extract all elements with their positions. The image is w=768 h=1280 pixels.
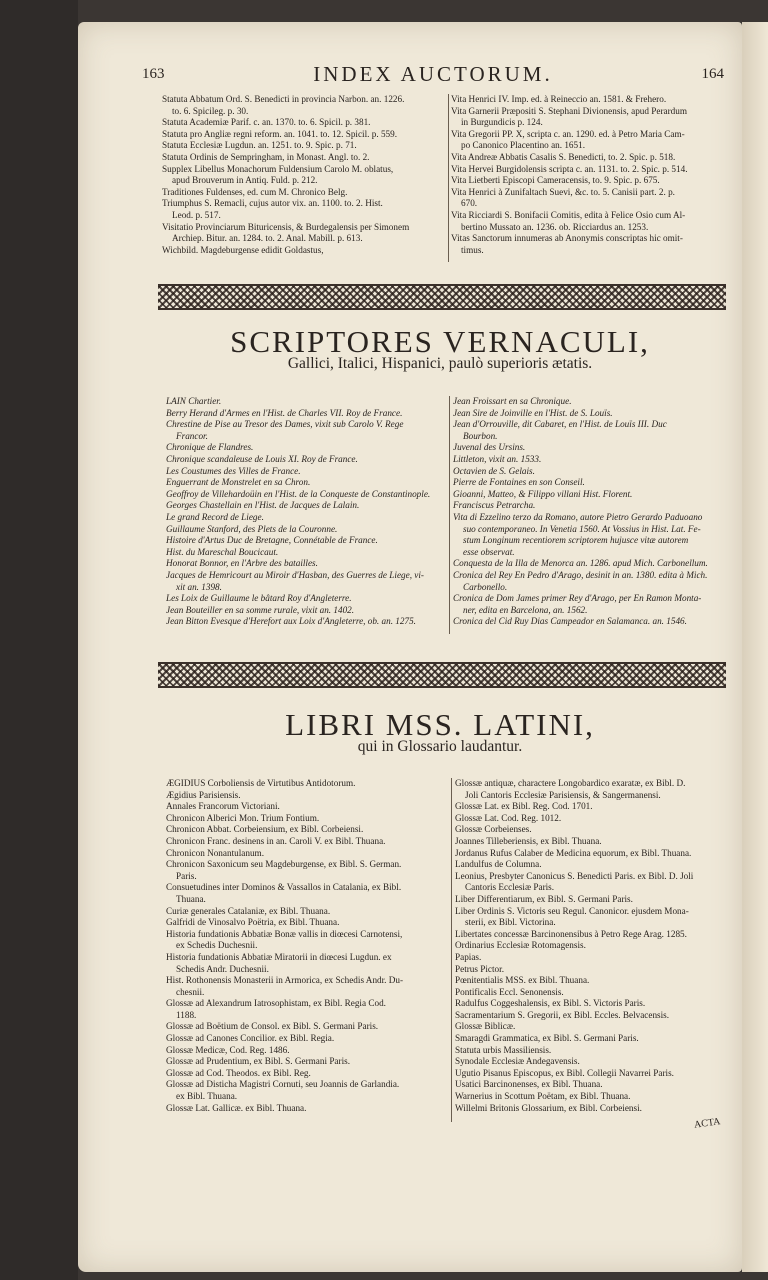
entry-line: stum Longinum recentiorem scriptorem hujusce vitæ autorem — [463, 535, 689, 546]
entry-line: Glossæ ad Canones Concilior. ex Bibl. Regia. — [166, 1033, 335, 1044]
entry-line: Carbonello. — [463, 581, 508, 592]
entry-line: Vita Hervei Burgidolensis scripta c. an. 1131. to. 2. Spic. p. 514. — [451, 163, 688, 174]
section-title: SCRIPTORES VERNACULI, — [230, 324, 650, 359]
entry-line: Joannes Tilleberiensis, ex Bibl. Thuana. — [455, 835, 602, 846]
entry-line: Glossæ Lat. ex Bibl. Reg. Cod. 1701. — [455, 801, 593, 812]
entry-line: Smaragdi Grammatica, ex Bibl. S. Germani Paris. — [455, 1033, 639, 1044]
entry-line: Galfridi de Vinosalvo Poëtria, ex Bibl. Thuana. — [166, 917, 340, 928]
entry-line: Guillaume Stanford, des Plets de la Couronne. — [166, 523, 338, 534]
entry-line: Glossæ Biblicæ. — [455, 1021, 516, 1032]
entry-line: Statuta Academiæ Parif. c. an. 1370. to. 6. Spicil. p. 381. — [162, 117, 371, 128]
entry-line: Jordanus Rufus Calaber de Medicina equorum, ex Bibl. Thuana. — [455, 847, 692, 858]
entry-line: Chrestine de Pise au Tresor des Dames, vixit sub Carolo V. Rege — [166, 419, 404, 430]
entry-line: Chronicon Saxonicum seu Magdeburgense, ex Bibl. S. German. — [166, 859, 402, 870]
entry-line: ÆGIDIUS Corboliensis de Virtutibus Antidotorum. — [166, 778, 356, 788]
entry-line: ex Schedis Duchesnii. — [176, 940, 258, 951]
entry-line: Jean Sire de Joinville en l'Hist. de S. Louïs. — [453, 407, 613, 418]
entry-line: Geoffroy de Villehardoüin en l'Hist. de la Conqueste de Constantinople. — [166, 488, 431, 499]
entry-line: Pœnitentialis MSS. ex Bibl. Thuana. — [455, 975, 590, 986]
entry-line: bertino Mussato an. 1236. ob. Ricciardus an. 1253. — [461, 221, 649, 232]
entry-line: Glossæ ad Cod. Theodos. ex Bibl. Reg. — [166, 1067, 311, 1078]
entry-line: Ægidius Parisiensis. — [166, 789, 241, 800]
entry-line: suo contemporaneo. In Venetia 1560. At Vossius in Hist. Lat. Fe- — [463, 523, 701, 534]
entry-line: Franciscus Petrarcha. — [453, 500, 536, 511]
entry-line: Histoire d'Artus Duc de Bretagne, Connétable de France. — [166, 535, 378, 546]
entry-line: Glossæ ad Alexandrum Iatrosophistam, ex Bibl. Regia Cod. — [166, 998, 386, 1009]
entry-line: Consuetudines inter Dominos & Vassallos in Catalania, ex Bibl. — [166, 882, 402, 893]
entry-line: Vita Henrici à Zunifaltach Suevi, &c. to. 5. Canisii part. 2. p. — [451, 186, 675, 197]
entry-line: Joli Cantoris Ecclesiæ Parisiensis, & Sangermanensi. — [465, 789, 661, 800]
entry-line: Statuta pro Angliæ regni reform. an. 1041. to. 12. Spicil. p. 559. — [162, 128, 398, 139]
entry-line: Historia fundationis Abbatiæ Bonæ vallis in diœcesi Carnotensi, — [166, 928, 403, 939]
entry-line: Radulfus Coggeshalensis, ex Bibl. S. Victoris Paris. — [455, 998, 646, 1009]
entry-line: 1188. — [176, 1009, 197, 1020]
entry-line: Cronica del Rey En Pedro d'Arago, desinit in an. 1380. edita à Mich. — [453, 569, 708, 580]
entry-line: Paris. — [176, 870, 197, 881]
entry-line: Hist. du Mareschal Boucicaut. — [166, 546, 279, 557]
entry-line: Georges Chastellain en l'Hist. de Jacques de Lalain. — [166, 500, 360, 511]
entry-line: Chronicon Alberici Mon. Trium Fontium. — [166, 812, 320, 823]
column-divider — [451, 778, 452, 1122]
entry-line: Octavien de S. Gelais. — [453, 465, 535, 476]
entry-line: Supplex Libellus Monachorum Fuldensium Carolo M. oblatus, — [162, 163, 394, 174]
catchword: ACTA — [693, 1116, 722, 1131]
entry-line: Glossæ ad Boëtium de Consol. ex Bibl. S. Germani Paris. — [166, 1021, 379, 1032]
entry-line: Jean Froissart en sa Chronique. — [453, 396, 572, 406]
entry-line: xit an. 1398. — [176, 581, 222, 592]
running-header — [142, 62, 724, 86]
section-subtitle: qui in Glossario laudantur. — [357, 738, 523, 755]
entry-line: Jean Bouteiller en sa somme rurale, vixit an. 1402. — [166, 604, 355, 615]
entry-line: Chronicon Abbat. Corbeiensium, ex Bibl. Corbeiensi. — [166, 824, 364, 835]
entry-line: Leod. p. 517. — [172, 209, 221, 220]
entry-line: ner, edita en Barcelona, an. 1562. — [463, 604, 588, 615]
entry-line: Landulfus de Columna. — [455, 859, 542, 870]
entry-line: Glossæ Corbeienses. — [455, 824, 532, 835]
background-strip — [0, 0, 78, 1280]
entry-line: Traditiones Fuldenses, ed. cum M. Chronico Belg. — [162, 186, 348, 197]
top-right-column — [451, 94, 726, 256]
entry-line: Honorat Bonnor, en l'Arbre des batailles. — [166, 558, 318, 569]
entry-line: Warnerius in Scottum Poëtam, ex Bibl. Thuana. — [455, 1091, 631, 1102]
entry-line: Hist. Rothonensis Monasterii in Armorica, ex Schedis Andr. Du- — [166, 975, 404, 986]
entry-line: Statuta Ecclesiæ Lugdun. an. 1251. to. 9. Spic. p. 71. — [162, 140, 357, 151]
entry-line: sterii, ex Bibl. Victorina. — [465, 917, 556, 928]
entry-line: Thuana. — [176, 893, 206, 904]
entry-line: Vitas Sanctorum innumeras ab Anonymis conscriptas hic omit- — [451, 233, 683, 244]
entry-line: Enguerrant de Monstrelet en sa Chron. — [166, 477, 311, 488]
column-divider — [448, 94, 449, 262]
running-title: INDEX AUCTORUM. — [313, 62, 553, 86]
entry-line: Chronicon Franc. desinens in an. Caroli V. ex Bibl. Thuana. — [166, 835, 386, 846]
entry-line: Liber Differentiarum, ex Bibl. S. Germani Paris. — [455, 893, 633, 904]
entry-line: Chronique de Flandres. — [166, 442, 254, 453]
entry-line: Willelmi Britonis Glossarium, ex Bibl. Corbeiensi. — [455, 1102, 642, 1113]
entry-line: Cronica de Dom James primer Rey d'Arago, per En Ramon Monta- — [453, 593, 702, 604]
entry-line: apud Brouverum in Antiq. Fuld. p. 212. — [172, 175, 318, 186]
entry-line: Liber Ordinis S. Victoris seu Regul. Canonicor. ejusdem Mona- — [455, 905, 689, 916]
vernaculi-left-column — [166, 396, 446, 628]
entry-line: Vita Ricciardi S. Bonifacii Comitis, edita à Felice Osio cum Al- — [451, 209, 686, 220]
vernaculi-right-column — [453, 396, 725, 628]
facing-page-edge — [742, 22, 768, 1272]
ornament-band — [158, 662, 726, 688]
entry-line: Glossæ ad Disticha Magistri Cornuti, seu Joannis de Garlandia. — [166, 1079, 400, 1090]
entry-line: Annales Francorum Victoriani. — [166, 801, 280, 812]
entry-line: Conquesta de la Illa de Menorca an. 1286. apud Mich. Carbonellum. — [453, 558, 708, 569]
entry-line: Berry Herand d'Armes en l'Hist. de Charles VII. Roy de France. — [166, 407, 403, 418]
column-divider — [449, 396, 450, 634]
entry-line: Glossæ ad Prudentium, ex Bibl. S. Germani Paris. — [166, 1056, 350, 1067]
entry-line: Leonius, Presbyter Canonicus S. Benedicti Paris. ex Bibl. D. Joli — [455, 870, 694, 881]
entry-line: Vita Garnerii Præpositi S. Stephani Divionensis, apud Perardum — [451, 105, 687, 116]
entry-line: Vita di Ezzelino terzo da Romano, autore Pietro Gerardo Paduoano — [453, 511, 703, 522]
entry-line: Juvenal des Ursins. — [453, 442, 526, 453]
entry-line: Vita Henrici IV. Imp. ed. à Reineccio an. 1581. & Frehero. — [451, 94, 667, 104]
entry-line: Chronique scandaleuse de Louis XI. Roy de France. — [166, 453, 358, 464]
entry-line: Usatici Barcinonenses, ex Bibl. Thuana. — [455, 1079, 603, 1090]
mss-left-column — [166, 778, 448, 1114]
entry-line: 670. — [461, 198, 478, 209]
entry-line: Wichbild. Magdeburgense edidit Goldastus, — [162, 244, 324, 255]
entry-line: Triumphus S. Remacli, cujus autor vix. an. 1100. to. 2. Hist. — [162, 198, 383, 209]
entry-line: Bourbon. — [463, 430, 498, 441]
entry-line: Sacramentarium S. Gregorii, ex Bibl. Eccles. Belvacensis. — [455, 1009, 670, 1020]
entry-line: Chronicon Nonantulanum. — [166, 847, 264, 858]
entry-line: Statuta urbis Massiliensis. — [455, 1044, 552, 1055]
entry-line: esse observat. — [463, 546, 515, 557]
section-title: LIBRI MSS. LATINI, — [285, 707, 595, 742]
ornament-band — [158, 284, 726, 310]
entry-line: po Canonico Placentino an. 1651. — [461, 140, 586, 151]
entry-line: Archiep. Bitur. an. 1284. to. 2. Anal. Mabill. p. 613. — [172, 233, 363, 244]
entry-line: in Burgundicis p. 124. — [461, 117, 543, 128]
entry-line: Schedis Andr. Duchesnii. — [176, 963, 269, 974]
entry-line: Les Loix de Guillaume le bâtard Roy d'Angleterre. — [166, 593, 352, 604]
entry-line: Historia fundationis Abbatiæ Miratorii in diœcesi Lugdun. ex — [166, 951, 392, 962]
entry-line: Synodale Ecclesiæ Andegavensis. — [455, 1056, 580, 1067]
entry-line: Curiæ generales Catalaniæ, ex Bibl. Thuana. — [166, 905, 331, 916]
entry-line: Les Coustumes des Villes de France. — [166, 465, 301, 476]
entry-line: Libertates concessæ Barcinonensibus à Petro Rege Arag. 1285. — [455, 928, 687, 939]
page-number-right: 164 — [701, 66, 724, 82]
entry-line: Petrus Pictor. — [455, 963, 505, 974]
entry-line: Ordinarius Ecclesiæ Rotomagensis. — [455, 940, 586, 951]
entry-line: Littleton, vixit an. 1533. — [453, 453, 542, 464]
entry-line: Jean Bitton Evesque d'Herefort aux Loix d'Angleterre, ob. an. 1275. — [166, 616, 416, 627]
entry-line: Vita Gregorii PP. X, scripta c. an. 1290. ed. à Petro Maria Cam- — [451, 128, 685, 139]
entry-line: Visitatio Provinciarum Bituricensis, & Burdegalensis per Simonem — [162, 221, 410, 232]
entry-line: Ugutio Pisanus Episcopus, ex Bibl. Collegii Navarrei Paris. — [455, 1067, 674, 1078]
entry-line: Vita Lietberti Episcopi Cameracensis, to. 9. Spic. p. 675. — [451, 175, 660, 186]
entry-line: chesnii. — [176, 986, 205, 997]
entry-line: Pierre de Fontaines en son Conseil. — [453, 477, 585, 488]
entry-line: ex Bibl. Thuana. — [176, 1091, 238, 1102]
entry-line: Statuta Abbatum Ord. S. Benedicti in provincia Narbon. an. 1226. — [162, 94, 405, 104]
entry-line: Glossæ antiquæ, charactere Longobardico exaratæ, ex Bibl. D. — [455, 778, 686, 788]
page-number-left: 163 — [142, 66, 165, 82]
entry-line: Vita Andreæ Abbatis Casalis S. Benedicti, to. 2. Spic. p. 518. — [451, 151, 676, 162]
entry-line: timus. — [461, 244, 484, 255]
mss-right-column — [455, 778, 727, 1114]
entry-line: Francor. — [176, 430, 208, 441]
entry-line: Papias. — [455, 951, 482, 962]
entry-line: Pontificalis Eccl. Senonensis. — [455, 986, 564, 997]
entry-line: Glossæ Lat. Cod. Reg. 1012. — [455, 812, 562, 823]
entry-line: Cantoris Ecclesiæ Paris. — [465, 882, 555, 893]
top-left-column — [162, 94, 444, 256]
entry-line: Glossæ Medicæ, Cod. Reg. 1486. — [166, 1044, 290, 1055]
entry-line: Cronica del Cid Ruy Dias Campeador en Salamanca. an. 1546. — [453, 616, 687, 627]
entry-line: Statuta Ordinis de Sempringham, in Monast. Angl. to. 2. — [162, 151, 370, 162]
entry-line: to. 6. Spicileg. p. 30. — [172, 105, 249, 116]
entry-line: Glossæ Lat. Gallicæ. ex Bibl. Thuana. — [166, 1102, 307, 1113]
entry-line: Jean d'Orrouville, dit Cabaret, en l'Hist. de Louïs III. Duc — [453, 419, 667, 430]
entry-line: Jacques de Hemricourt au Miroir d'Hasban, des Guerres de Liege, vi- — [166, 569, 424, 580]
entry-line: LAIN Chartier. — [166, 396, 222, 406]
entry-line: Le grand Record de Liege. — [166, 511, 264, 522]
section-subtitle: Gallici, Italici, Hispanici, paulò superioris ætatis. — [287, 355, 593, 372]
entry-line: Gioanni, Matteo, & Filippo villani Hist. Florent. — [453, 488, 633, 499]
